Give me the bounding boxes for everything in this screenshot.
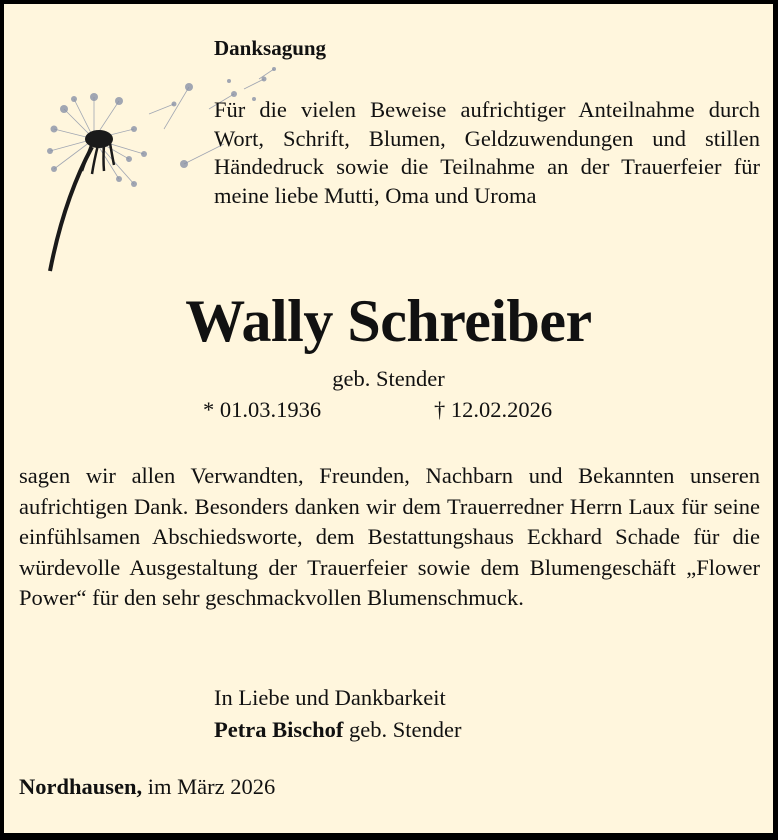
- signature: [214, 714, 461, 746]
- deceased-name: Wally Schreiber: [185, 288, 592, 354]
- maiden-name: geb. Stender: [332, 366, 445, 391]
- birth-date: * 01.03.1936: [203, 397, 322, 422]
- closing-line: In Liebe und Dankbarkeit: [214, 685, 446, 710]
- place-date: [19, 774, 275, 800]
- death-date: † 12.02.2026: [434, 397, 553, 422]
- obituary-card: [4, 4, 773, 833]
- closing: [214, 682, 461, 746]
- heading: Danksagung: [214, 36, 327, 60]
- place: Nordhausen,: [19, 774, 143, 799]
- intro-text: Für die vielen Beweise aufrichtiger Anteilnahme durch Wort, Schrift, Blumen, Geldzuwendungen und stillen Händedruck sowie die Teilnahme an der Trauerfeier für meine liebe Mutti, Oma und Uroma: [214, 97, 760, 208]
- date: im März 2026: [142, 774, 276, 799]
- signer-name: Petra Bischof: [214, 717, 344, 742]
- signer-suffix: geb. Stender: [343, 717, 462, 742]
- body-text: sagen wir allen Verwandten, Freunden, Nachbarn und Bekannten unseren aufrichtigen Dank. Besonders danken wir dem Trauerredner Herrn Laux für seine einfühlsamen Abschiedsworte, dem Bestattungshaus Eckhard Schade für die würdevolle Ausgestaltung der Trauerfeier sowie dem Blumengeschäft „Flower Power“ für den sehr geschmackvollen Blumenschmuck.: [19, 463, 760, 610]
